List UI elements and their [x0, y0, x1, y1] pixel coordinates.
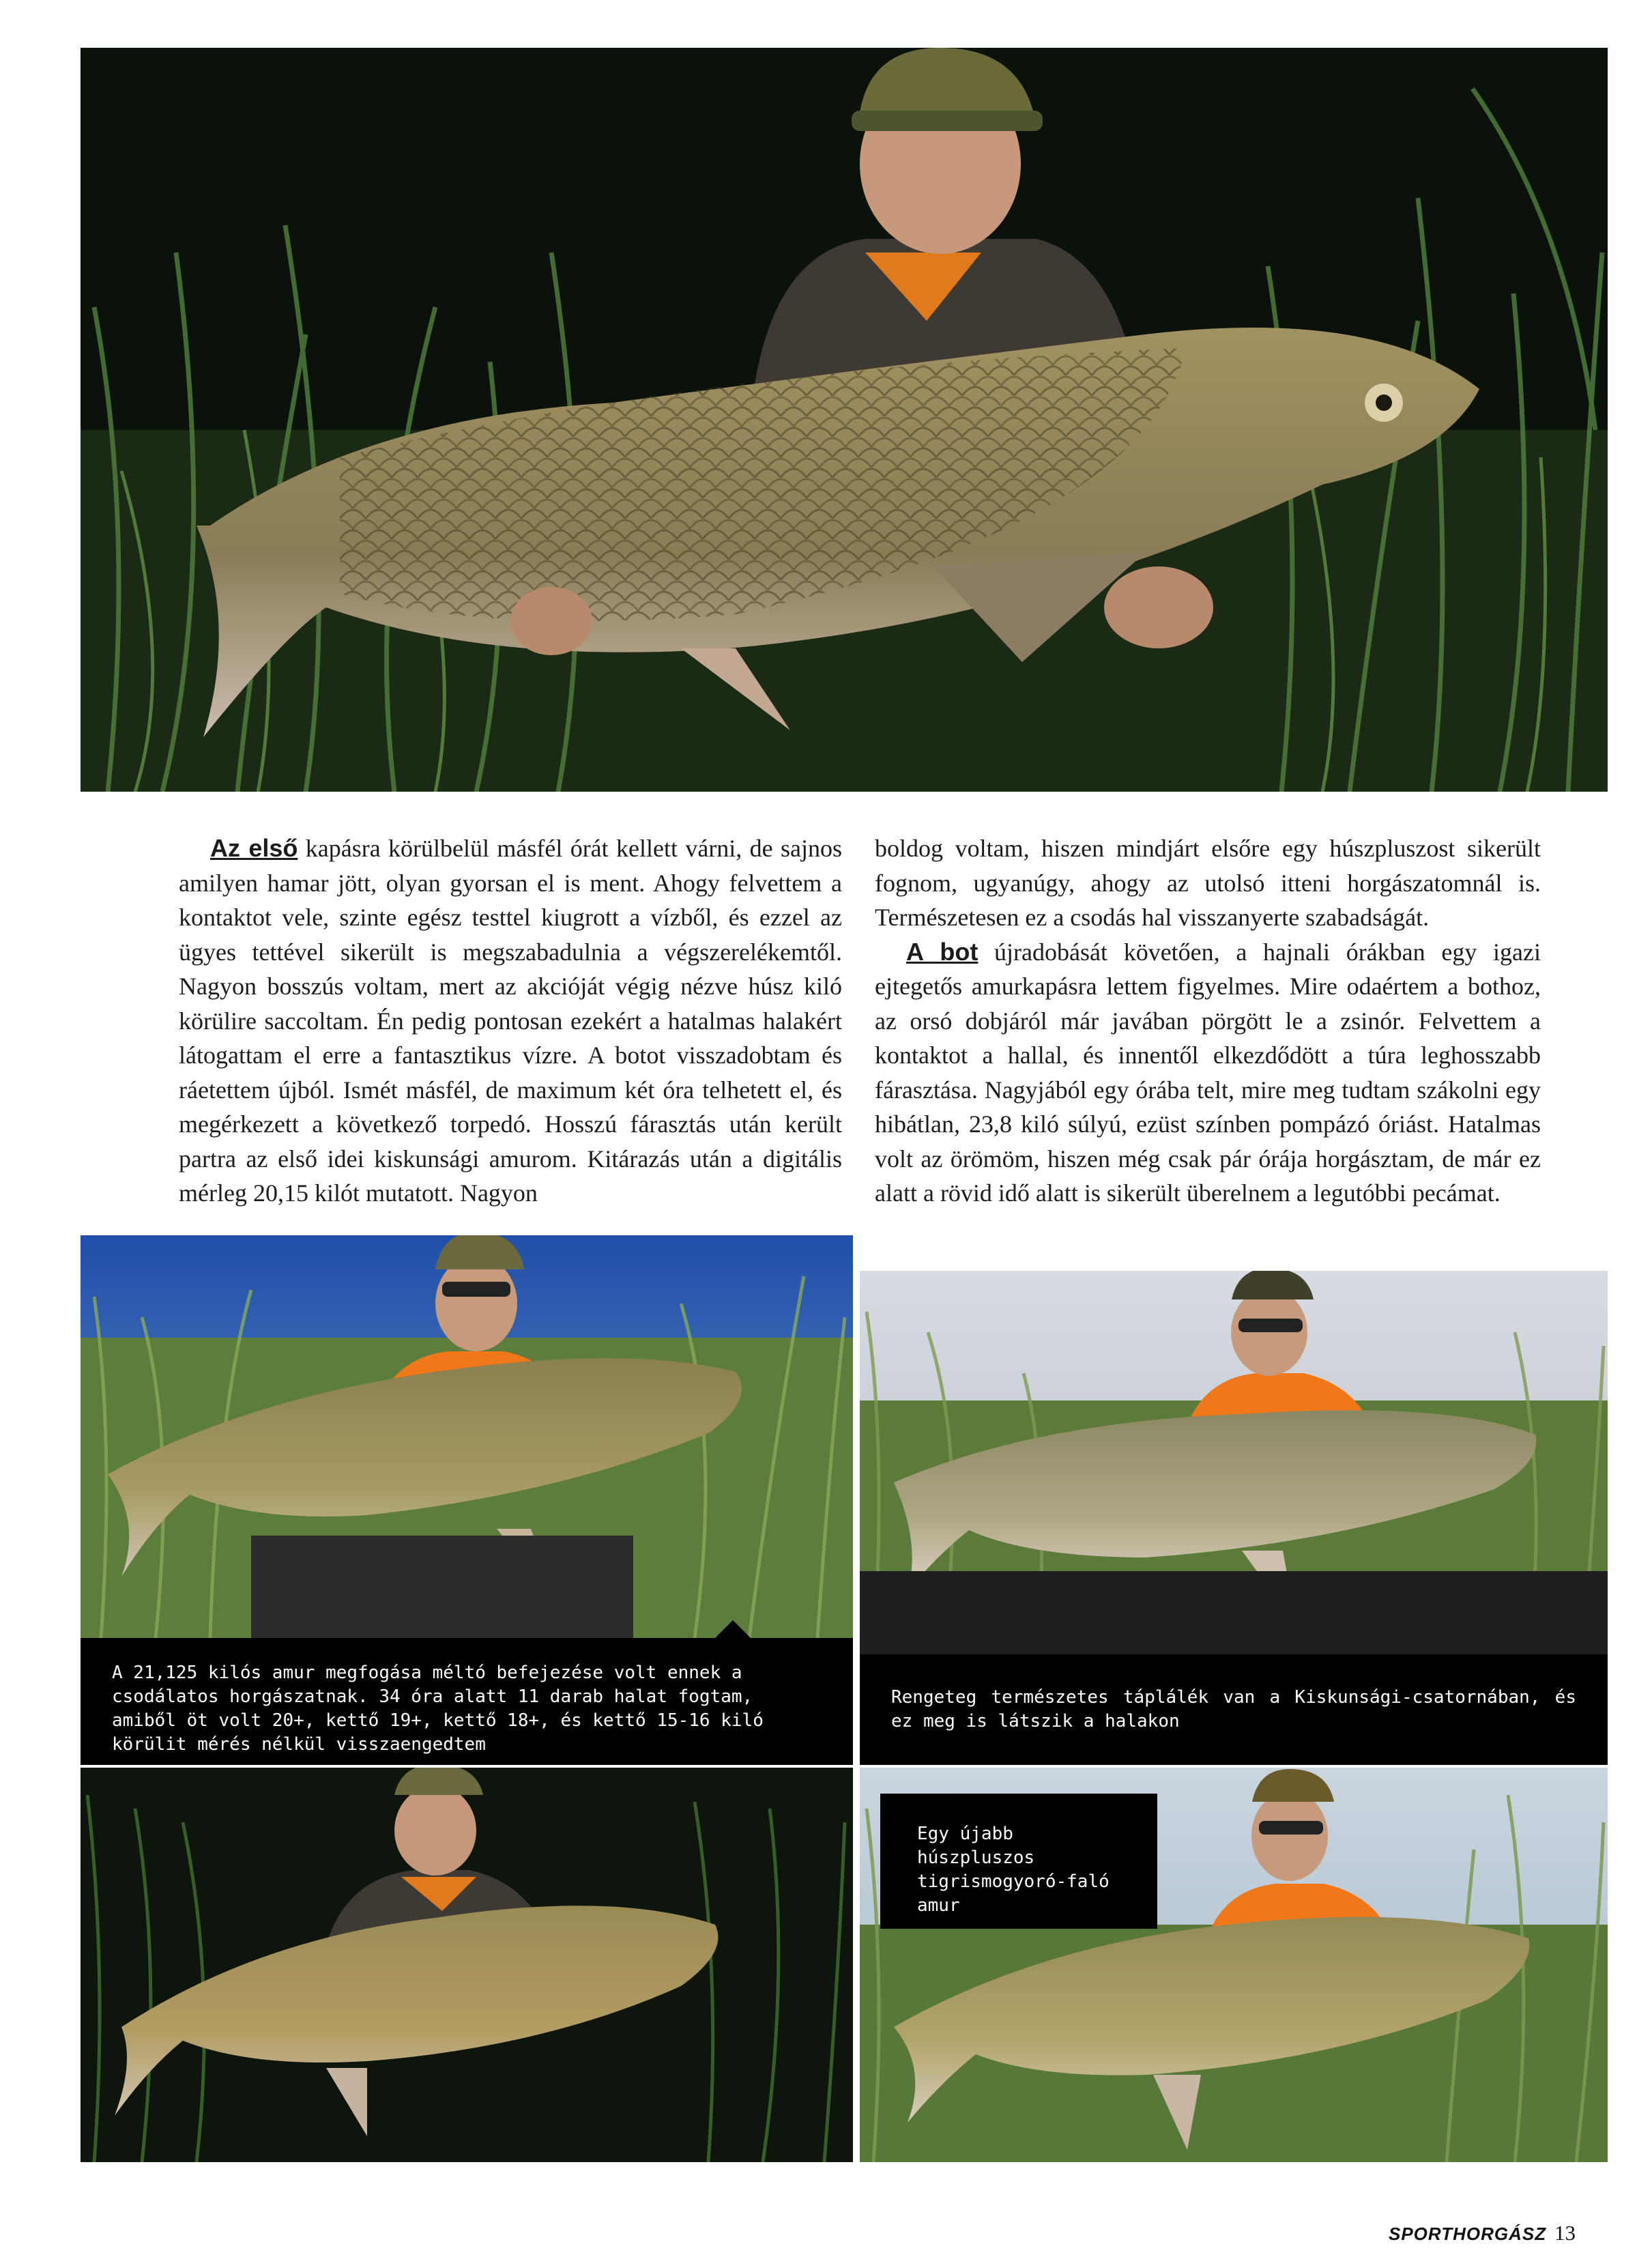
caption-pointer	[714, 1620, 751, 1639]
page-number: 13	[1554, 2221, 1576, 2245]
paragraph-continuation: boldog voltam, hiszen mindjárt elsőre egy húszpluszost sikerült fognom, ugyanúgy, ahogy az utolsó itteni horgászatomnál is. Természetesen ez a csodás hal visszanyerte szabadságát.	[875, 835, 1541, 931]
paragraph-text: kapásra körülbelül másfél órát kellett várni, de sajnos amilyen hamar jött, olyan gyorsan el is ment. Ahogy felvettem a kontaktot vele, szinte egész testtel kiugrott a vízből, és ezzel az ügyes tettével sikerült is megszabadulnia a végszerelékemtől. Nagyon bosszús voltam, mert az akcióját végig nézve húsz kiló körülire saccoltam. Én pedig pontosan ezekért a hatalmas halakért látogattam el erre a fantasztikus vízre. A botot visszadobtam és ráetettem újból. Ismét másfél, de maximum két óra telhetett el, és megérkezett a következő torpedó. Hosszú fárasztás után került partra az első idei kiskunsági amurom. Kitárazás után a digitális mérleg 20,15 kilót mutatott. Nagyon	[179, 835, 842, 1207]
caption-right-photo: Rengeteg természetes táplálék van a Kiskunsági-csatornában, és ez meg is látszik a halakon	[860, 1654, 1608, 1765]
article-column-right	[875, 831, 1541, 1211]
caption-inset-photo: Egy újabb húszpluszos tigrismogyoró-faló amur	[880, 1794, 1157, 1929]
photo-bottom-left-night-catch	[81, 1768, 853, 2162]
magazine-brand-logo: SPORTHORGÁSZ	[1389, 2224, 1547, 2244]
caption-left-photo: A 21,125 kilós amur megfogása méltó befejezése volt ennek a csodálatos horgászatnak. 34 óra alatt 11 darab halat fogtam, amiből öt volt 20+, kettő 19+, kettő 18+, és kettő 15-16 kiló körülit mérés nélkül visszaengedtem	[81, 1638, 853, 1765]
photo-mid-left-catch	[81, 1235, 853, 1638]
lead-in-az-elso: Az első	[210, 834, 298, 862]
article-column-left	[179, 831, 842, 1211]
lead-in-a-bot: A bot	[906, 937, 979, 966]
photo-top-night-catch	[81, 48, 1608, 792]
paragraph-text: újradobását követően, a hajnali órákban egy igazi ejtegetős amurkapásra lettem figyelmes. Mire odaértem a bothoz, az orsó dobjáról már javában pörgött le a zsinór. Felvettem a kontaktot a hallal, és innentől elkezdődött a túra leghosszabb fárasztása. Nagyjából egy órába telt, mire meg tudtam szákolni egy hibátlan, 23,8 kiló súlyú, ezüst színben pompázó óriást. Hatalmas volt az örömöm, hiszen még csak pár órája horgásztam, de már ez alatt a rövid idő alatt is sikerült überelnem a legutóbbi pecámat.	[875, 938, 1541, 1207]
photo-mid-right-catch	[860, 1271, 1608, 1654]
